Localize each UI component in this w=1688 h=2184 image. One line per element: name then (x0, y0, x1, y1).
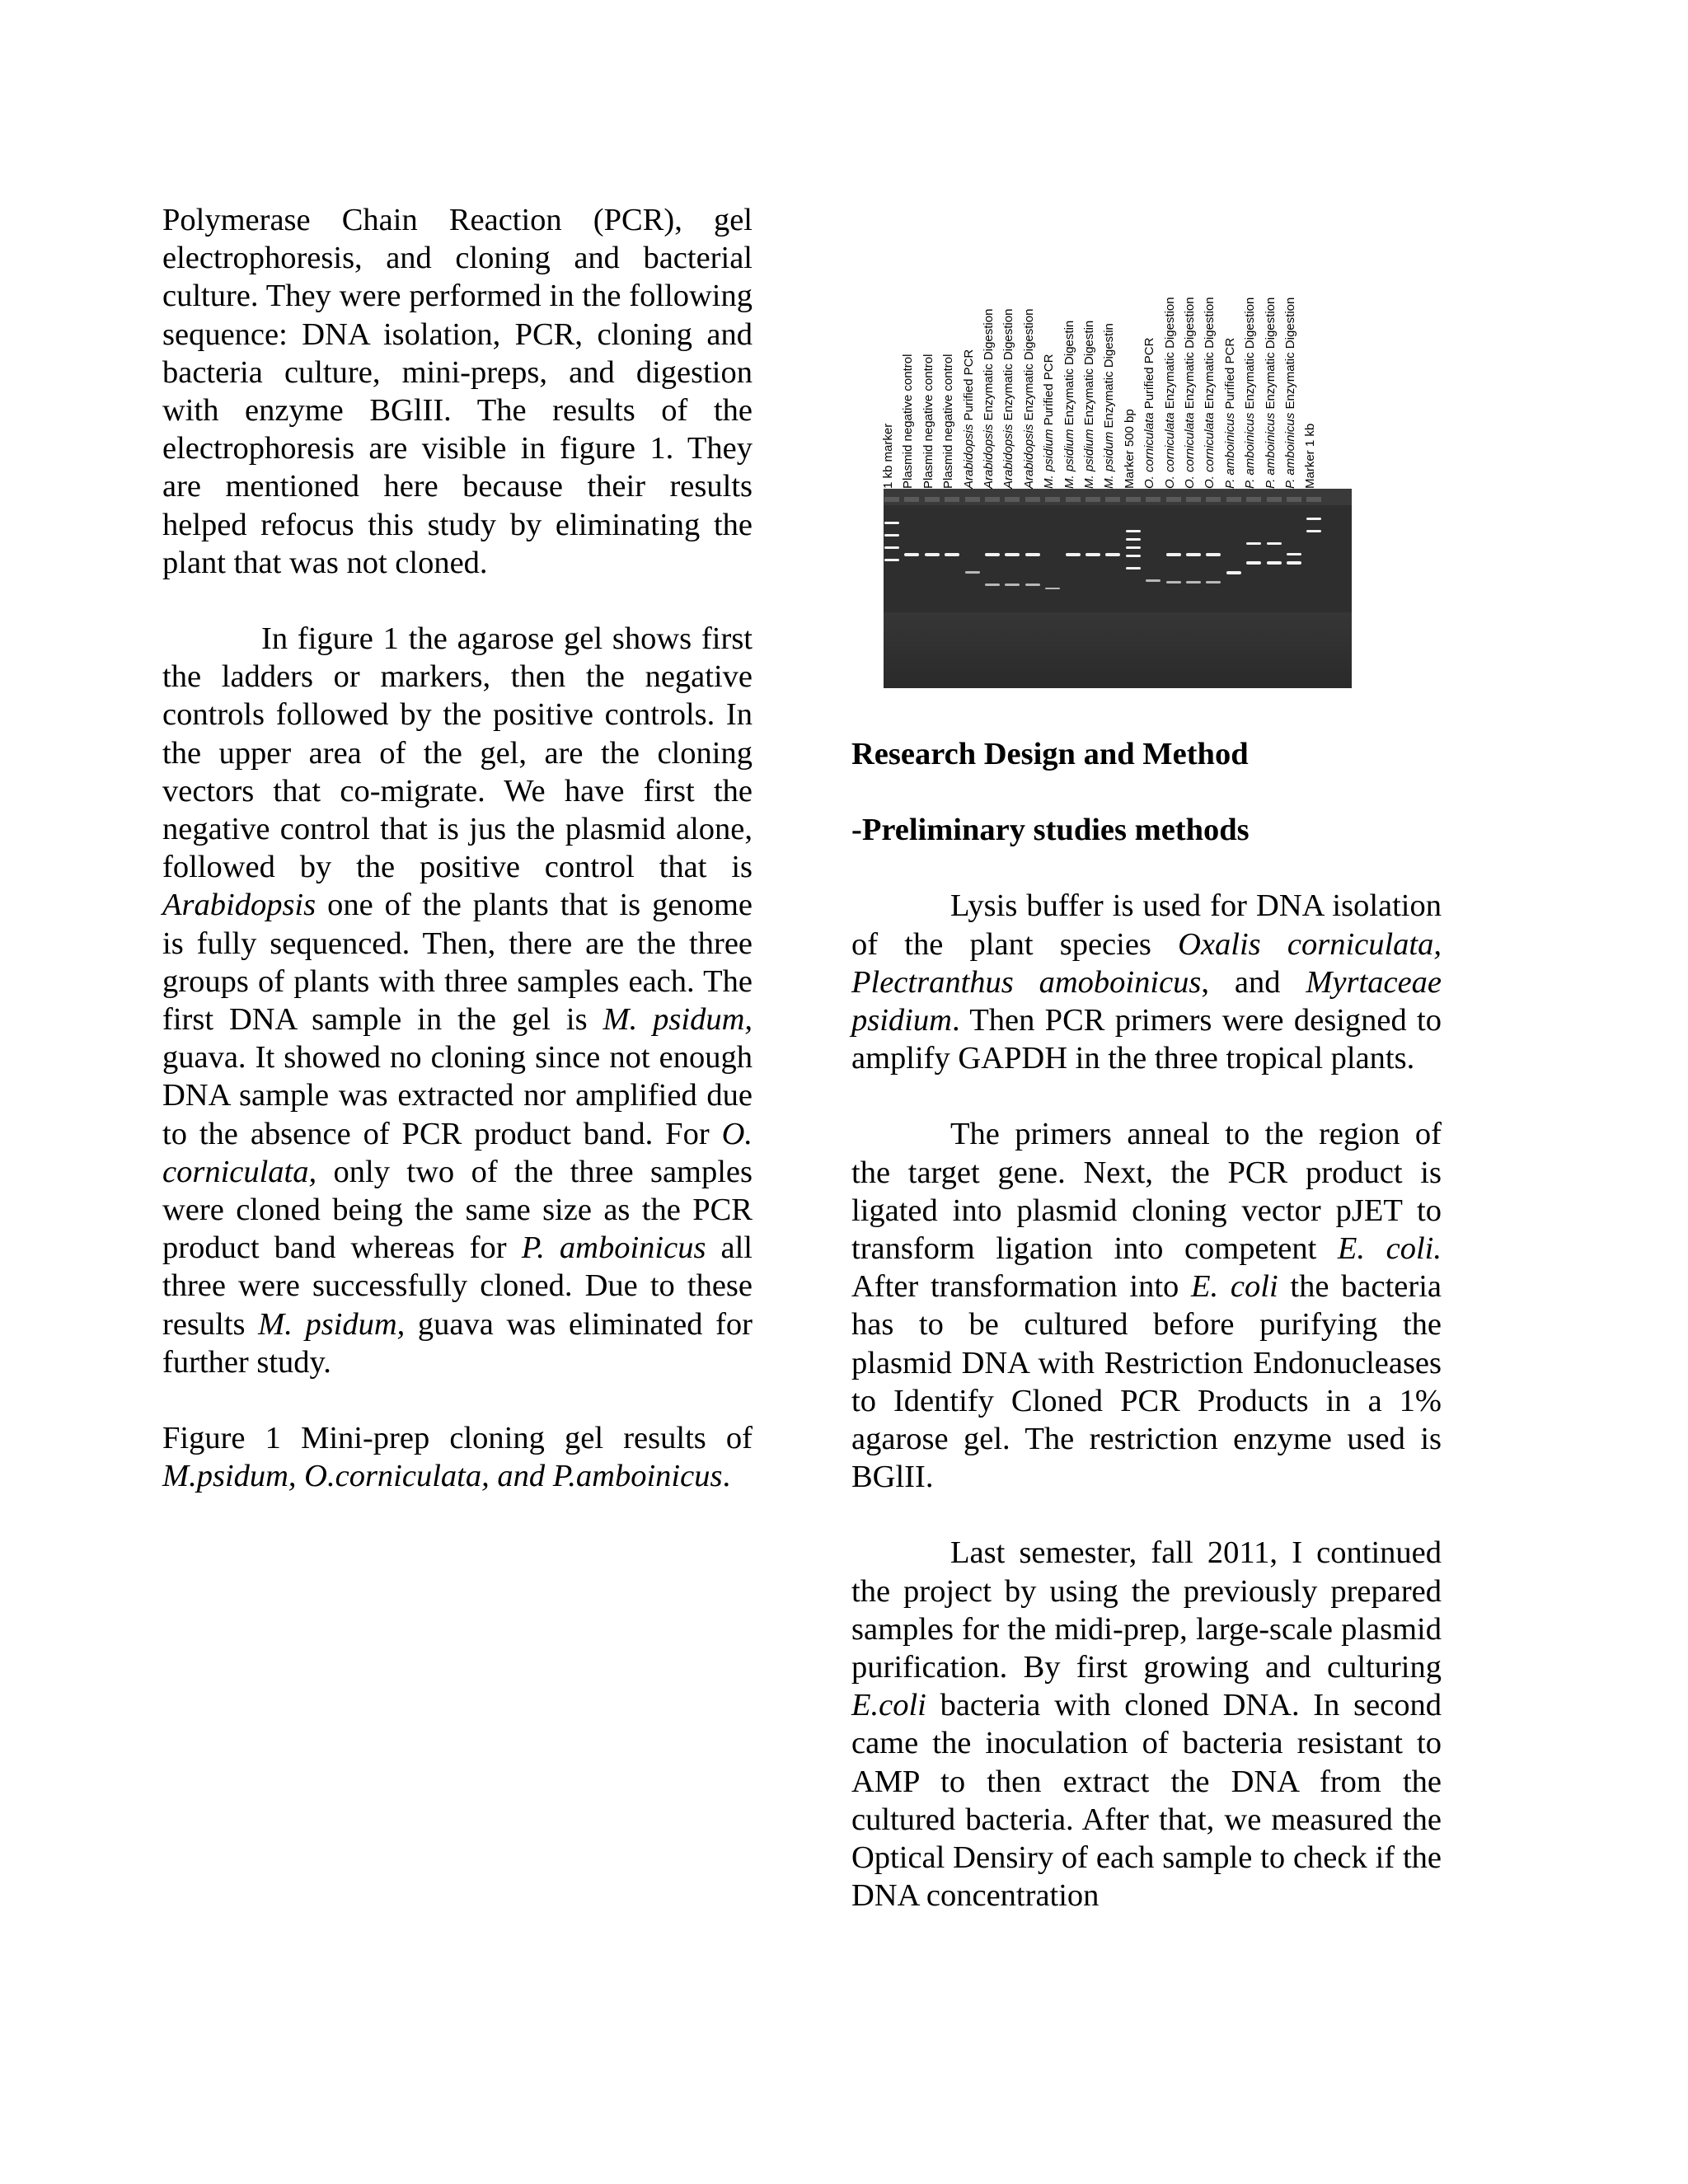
gel-band (1025, 553, 1040, 556)
gel-well (1066, 497, 1081, 502)
gel-band (945, 553, 959, 556)
gel-band (1146, 579, 1160, 582)
gel-band (1085, 553, 1100, 556)
gel-band (1045, 588, 1060, 589)
lane-label (1001, 231, 1020, 489)
paragraph: The primers anneal to the region of the target gene. Next, the PCR product is ligated into plasmid cloning vector pJET to transform ligation into competent E. coli. After transformation into E. coli the bacteria has to be cultured before purifying the plasmid DNA with Restriction Endonucleases to Identify Cloned PCR Products in a 1% agarose gel. The restriction enzyme used is BGlII. (851, 1117, 1442, 1495)
lane-labels (874, 231, 1352, 489)
gel-well (985, 497, 1000, 502)
lane-label (1245, 231, 1262, 489)
lane-label-text: M. psidium Purified PCR (1042, 354, 1057, 489)
gel-well (1206, 497, 1221, 502)
paragraph-gap (162, 1381, 753, 1419)
lane-label-text: Marker 1 kb (1303, 423, 1318, 489)
lane-label (1142, 231, 1161, 489)
gel-well (1085, 497, 1100, 502)
paragraph-gap (162, 582, 753, 620)
gel-band (1005, 553, 1020, 556)
gel-well (1146, 497, 1160, 502)
paragraph: In figure 1 the agarose gel shows first the ladders or markers, then the negative controls followed by the positive controls. In the upper area of the gel, are the cloning vectors that co-migrate. We have first the negative control that is jus the plasmid alone, followed by the positive control that is Arabidopsis one of the plants that is genome is fully sequenced. Then, there are the three groups of plants with three samples each. The first DNA sample in the gel is M. psidum, guava. It showed no cloning since not enough DNA sample was extracted nor amplified due to the absence of PCR product band. For O. corniculata, only two of the three samples were cloned being the same size as the PCR product band whereas for P. amboinicus all three were successfully cloned. Due to these results M. psidum, guava was eliminated for further study. (162, 621, 753, 1380)
gel-band (1246, 561, 1261, 565)
lane-label (1021, 231, 1041, 489)
lane-label-text: P. amboinicus Enzymatic Digestion (1243, 297, 1258, 489)
lane-label-text: P. amboinicus Purified PCR (1222, 337, 1237, 489)
gel-well (1267, 497, 1282, 502)
lane-label-text: M. psidum Enzymatic Digestin (1102, 323, 1117, 489)
lane-label-text: Plasmid negative control (921, 354, 935, 489)
gel-band (965, 571, 980, 574)
gel-well (1226, 497, 1241, 502)
gel-band (1126, 546, 1141, 549)
lane-label (1185, 231, 1202, 489)
lane-label-text: Arabidopsis Purified PCR (961, 349, 976, 489)
gel-well (1306, 497, 1321, 502)
gel-well (1246, 497, 1261, 502)
lane-label-text: Arabidopsis Enzymatic Digestion (982, 308, 996, 489)
gel-band (1226, 571, 1241, 574)
gel-well (1045, 497, 1060, 502)
gel-band (1246, 542, 1261, 545)
gel-well (1126, 497, 1141, 502)
gel-band (1126, 538, 1141, 541)
lane-label (921, 231, 940, 489)
gel-band (1066, 553, 1081, 556)
paragraph: Last semester, fall 2011, I continued the project by using the previously prepared samples for the midi-prep, large-scale plasmid purification. By first growing and culturing E.coli bacteria with cloned DNA. In second came the inoculation of bacteria resistant to AMP to then extract the DNA from the cultured bacteria. After that, we measured the Optical Densiry of each sample to check if the DNA concentration (851, 1535, 1442, 1914)
lane-label (961, 231, 981, 489)
lane-label (1303, 231, 1322, 489)
gel-well (884, 497, 899, 502)
lane-label-text: Plasmid negative control (941, 354, 956, 489)
lane-label-text: O. corniculata Enzymatic Digestion (1162, 297, 1177, 489)
gel-band (1287, 561, 1301, 565)
lane-label (1222, 231, 1242, 489)
paragraph-gap (851, 773, 1442, 811)
lane-label (1044, 231, 1061, 489)
lane-label (941, 231, 960, 489)
lane-label-text: O. corniculata Enzymatic Digestion (1203, 297, 1217, 489)
lane-label-text: Marker 500 bp (1122, 409, 1137, 489)
gel-well (1005, 497, 1020, 502)
gel-well (1025, 497, 1040, 502)
gel-band (884, 546, 899, 549)
gel-lower-region (884, 612, 1352, 688)
lane-label (881, 231, 900, 489)
gel-band (1126, 567, 1141, 569)
gel-well (965, 497, 980, 502)
gel-figure (874, 231, 1352, 688)
gel-band (1005, 583, 1020, 586)
gel-band (884, 559, 899, 561)
gel-band (1206, 581, 1221, 583)
paragraph-gap (851, 1496, 1442, 1534)
paragraph-gap (851, 849, 1442, 887)
lane-label-text: P. amboinicus Enzymatic Digestion (1283, 297, 1297, 489)
gel-band (925, 553, 940, 556)
lane-label (1263, 231, 1282, 489)
gel-well (1166, 497, 1181, 502)
lane-label-text: Arabidopsis Enzymatic Digestion (1021, 308, 1036, 489)
left-column (162, 201, 753, 1496)
lane-label-text: M. psidium Enzymatic Digestin (1062, 320, 1076, 489)
gel-band (884, 534, 899, 537)
gel-band (1306, 518, 1321, 520)
subsection-heading: -Preliminary studies methods (851, 813, 1250, 848)
gel-well (1287, 497, 1301, 502)
gel-band (1267, 542, 1282, 545)
gel-band (1186, 553, 1201, 556)
lane-label (1162, 231, 1182, 489)
paragraph: Polymerase Chain Reaction (PCR), gel electrophoresis, and cloning and bacterial culture. They were performed in the following sequence: DNA isolation, PCR, cloning and bacteria culture, mini-preps, and digestion with enzyme BGlII. The results of the electrophoresis are visible in figure 1. They are mentioned here because their results helped refocus this study by eliminating the plant that was not cloned. (162, 203, 753, 580)
gel-band (1126, 555, 1141, 557)
gel-band (1126, 530, 1141, 532)
figure-caption: Figure 1 Mini-prep cloning gel results of M.psidum, O.corniculata, and P.amboinicus. (162, 1421, 753, 1494)
gel-band (884, 522, 899, 524)
gel-band (1186, 581, 1201, 583)
section-heading: Research Design and Method (851, 737, 1249, 771)
gel-band (1287, 553, 1301, 555)
gel-image (884, 489, 1352, 688)
gel-well (925, 497, 940, 502)
gel-well (945, 497, 959, 502)
lane-label (984, 231, 1001, 489)
gel-band (904, 553, 919, 556)
gel-well (904, 497, 919, 502)
gel-band (1267, 561, 1282, 565)
paragraph: Lysis buffer is used for DNA isolation of the plant species Oxalis corniculata, Plectranthus amoboinicus, and Myrtaceae psidium. Then PCR primers were designed to amplify GAPDH in the three tropical plants. (851, 888, 1442, 1076)
lane-label (1122, 231, 1142, 489)
lane-label (1104, 231, 1121, 489)
lane-label-text: P. amboinicus Enzymatic Digestion (1263, 297, 1278, 489)
lane-label (1283, 231, 1302, 489)
right-column (851, 735, 1442, 1915)
lane-label-text: O. corniculata Enzymatic Digestion (1183, 297, 1197, 489)
gel-band (1105, 553, 1120, 556)
gel-band (1166, 553, 1181, 556)
gel-band (985, 553, 1000, 556)
gel-band (1206, 553, 1221, 556)
gel-band (1306, 530, 1321, 532)
lane-label-text: Arabidopsis Enzymatic Digestion (1001, 308, 1016, 489)
gel-band (1025, 583, 1040, 586)
lane-label (903, 231, 920, 489)
gel-well (1105, 497, 1120, 502)
gel-well (1186, 497, 1201, 502)
lane-label (1205, 231, 1221, 489)
lane-label (1062, 231, 1081, 489)
gel-band (985, 583, 1000, 586)
lane-label-text: O. corniculata Purified PCR (1142, 337, 1157, 489)
lane-label-text: M. psidium Enzymatic Digestin (1082, 320, 1096, 489)
lane-label (1082, 231, 1101, 489)
gel-band (1166, 581, 1181, 583)
paragraph-gap (851, 1077, 1442, 1115)
lane-label-text: Plasmid negative control (901, 354, 916, 489)
lane-label-text: 1 kb marker (881, 423, 895, 489)
